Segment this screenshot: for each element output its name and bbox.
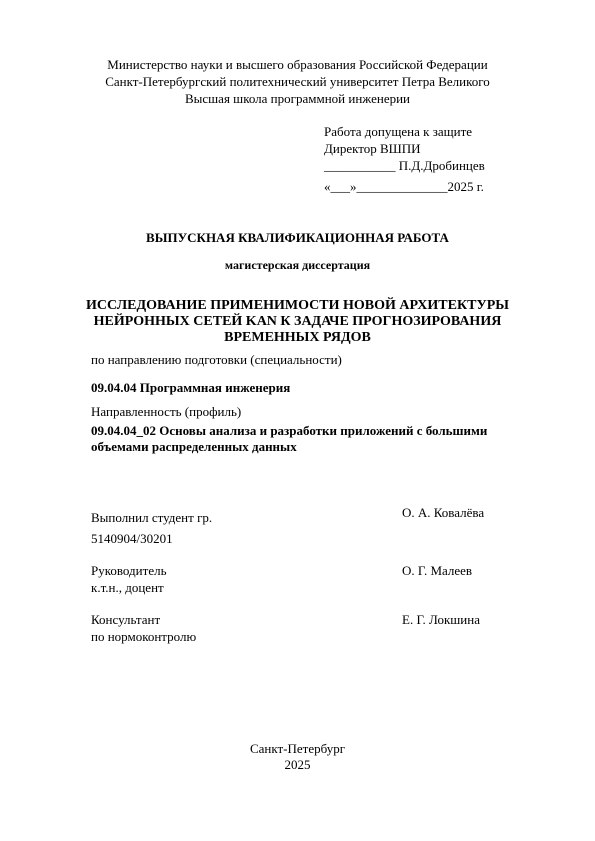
footer-city: Санкт-Петербург [249,741,346,756]
university-line: Санкт-Петербургский политехнический университет Петра Великого [105,74,490,89]
supervisor-label: Руководитель [91,563,167,578]
student-name: О. А. Ковалёва [402,505,485,520]
approval-director: Директор ВШПИ [324,141,421,156]
consultant-name: Е. Г. Локшина [402,612,480,627]
student-group: 5140904/30201 [91,531,173,546]
school-line: Высшая школа программной инженерии [185,91,410,106]
profile-value-line2: объемами распределенных данных [91,439,297,454]
supervisor-name: О. Г. Малеев [402,563,473,578]
thesis-title-line1: ИССЛЕДОВАНИЕ ПРИМЕНИМОСТИ НОВОЙ АРХИТЕКТУРЫ [85,298,510,313]
consultant-label: Консультант [91,612,161,627]
footer-year: 2025 [284,757,311,772]
thesis-title-line3: ВРЕМЕННЫХ РЯДОВ [224,330,371,345]
ministry-line: Министерство науки и высшего образования Российской Федерации [107,57,488,72]
approval-date: «___»______________2025 г. [324,179,484,194]
work-subtype: магистерская диссертация [224,258,371,272]
approval-signature: ___________ П.Д.Дробинцев [324,158,485,173]
profile-value-line1: 09.04.04_02 Основы анализа и разработки приложений с большими [91,423,488,438]
direction-label: по направлению подготовки (специальности) [91,352,342,367]
student-label: Выполнил студент гр. [91,510,213,525]
supervisor-title: к.т.н., доцент [91,580,164,595]
thesis-title-line2: НЕЙРОННЫХ СЕТЕЙ KAN К ЗАДАЧЕ ПРОГНОЗИРОВАНИЯ [93,314,502,329]
approval-admitted: Работа допущена к защите [324,124,473,139]
work-type-heading: ВЫПУСКНАЯ КВАЛИФИКАЦИОННАЯ РАБОТА [146,230,449,245]
direction-value: 09.04.04 Программная инженерия [91,380,291,395]
consultant-area: по нормоконтролю [91,629,197,644]
profile-label: Направленность (профиль) [91,404,242,419]
